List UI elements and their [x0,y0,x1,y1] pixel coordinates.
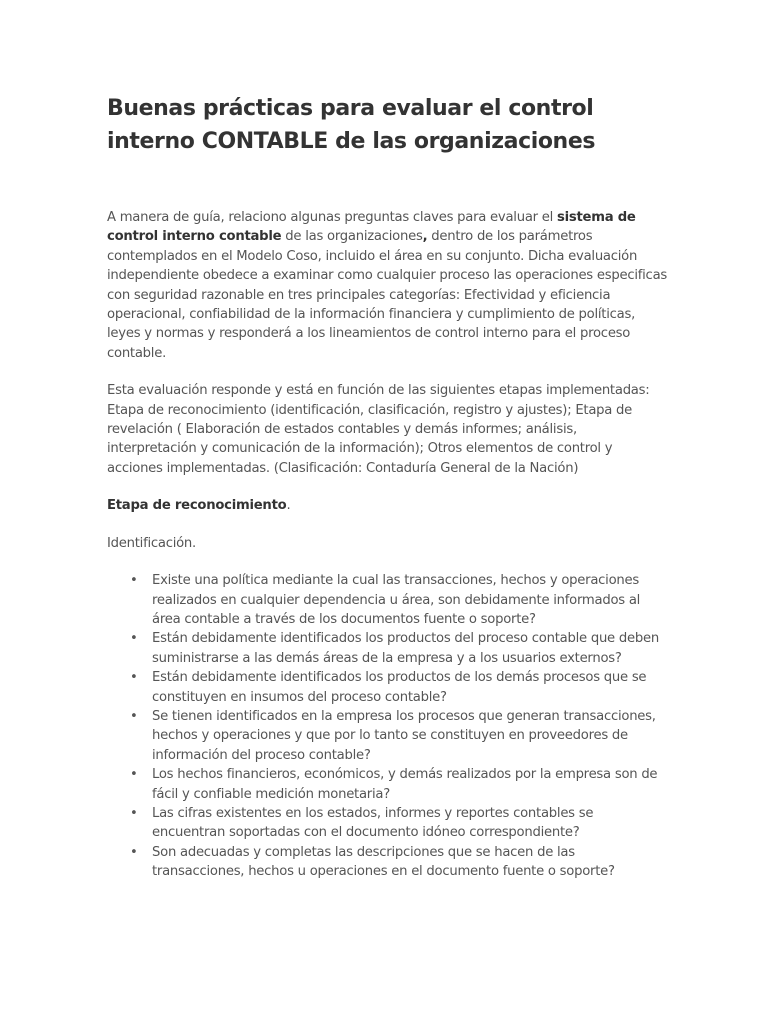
bullet-icon: • [130,805,138,821]
questions-list [107,571,667,882]
list-item [130,668,667,707]
list-item [130,707,667,765]
intro-text-end: dentro de los parámetros contemplados en el Modelo Coso, incluido el área en su conjunto. Dicha evaluación independiente obedece a examinar como cualquier proceso las operaciones especificas con seguridad razonable en tres principales categorías: Efectividad y eficiencia operacional, confiabilidad de la información financiera y cumplimiento de políticas, leyes y normas y responderá a los lineamientos de control interno para el proceso contable. [107,229,668,361]
list-item [130,571,667,629]
intro-text-middle: de las organizaciones [281,229,423,245]
list-item [130,629,667,668]
subheading-identificacion: Identificación. [107,535,196,551]
list-item-text: Están debidamente identificados los productos de los demás procesos que se constituyen en insumos del proceso contable? [152,670,647,705]
section-heading-suffix: . [286,498,291,514]
intro-bold-comma: , [422,229,428,245]
list-item-text: Las cifras existentes en los estados, informes y reportes contables se encuentran soportadas con el documento idóneo correspondiente? [152,805,594,841]
intro-text-start: A manera de guía, relaciono algunas preguntas claves para evaluar el [107,210,557,225]
bullet-icon: • [130,573,138,589]
list-item-text: Los hechos financieros, económicos, y demás realizados por la empresa son de fácil y confiable medición monetaria? [152,767,658,802]
intro-bold-term: sistema de control interno contable [107,210,636,245]
document-title: Buenas prácticas para evaluar el control interno CONTABLE de las organizaciones [107,96,596,154]
list-item-text: Están debidamente identificados los productos del proceso contable que deben suministrarse a las demás áreas de la empresa y a los usuarios externos? [152,631,659,666]
section-heading-bold: Etapa de reconocimiento [107,498,287,514]
bullet-icon: • [130,631,138,647]
etapas-paragraph: Esta evaluación responde y está en función de las siguientes etapas implementadas: Etapa de reconocimiento (identificación, clasificación, registro y ajustes); Etapa de revelación ( Elaboración de estados contables y demás informes; análisis, interpretación y comunicación de la información); Otros elementos de control y acciones implementadas. (Clasificación: Contaduría General de la Nación) [107,383,650,476]
document-page [107,92,667,882]
intro-paragraph [107,208,667,363]
list-item [130,804,667,843]
section-heading [107,496,667,515]
bullet-icon: • [130,844,138,860]
list-item-text: Son adecuadas y completas las descripciones que se hacen de las transacciones, hechos u operaciones en el documento fuente o soporte? [152,844,615,880]
bullet-icon: • [130,708,138,724]
list-item [130,843,667,882]
list-item-text: Se tienen identificados en la empresa los procesos que generan transacciones, hechos y operaciones y que por lo tanto se constituyen en proveedores de información del proceso contable? [152,708,656,763]
bullet-icon: • [130,767,138,783]
bullet-icon: • [130,670,138,686]
list-item [130,765,667,804]
list-item-text: Existe una política mediante la cual las transacciones, hechos y operaciones realizados en cualquier dependencia u área, son debidamente informados al área contable a través de los documentos fuente o soporte? [152,573,641,627]
